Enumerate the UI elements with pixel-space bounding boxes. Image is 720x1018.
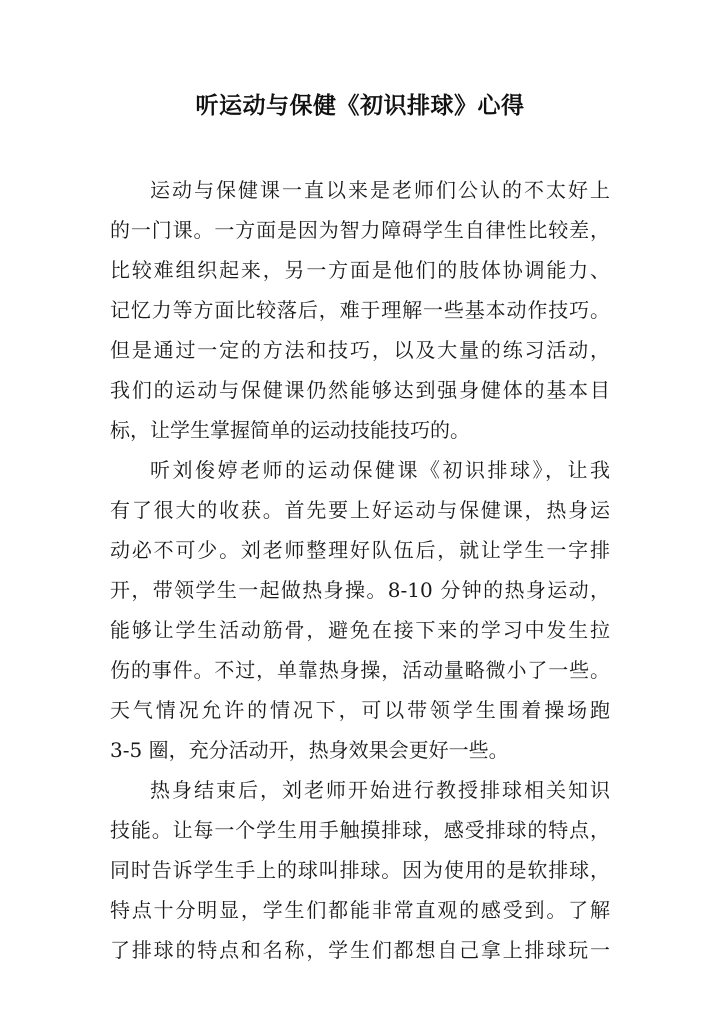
text-line: 动必不可少。刘老师整理好队伍后，就让学生一字排 (110, 538, 610, 562)
text-line: 能够让学生活动筋骨，避免在接下来的学习中发生拉 (110, 618, 610, 642)
text-line: 开，带领学生一起做热身操。8-10 分钟的热身运动， (110, 578, 610, 602)
text-line: 比较难组织起来，另一方面是他们的肢体协调能力、 (110, 258, 610, 282)
text-line: 听刘俊婷老师的运动保健课《初识排球》，让我 (150, 458, 610, 482)
text-line: 同时告诉学生手上的球叫排球。因为使用的是软排球， (110, 858, 610, 882)
paragraph-3 (110, 770, 610, 970)
text-line: 天气情况允许的情况下，可以带领学生围着操场跑 (110, 698, 610, 722)
text-line: 特点十分明显，学生们都能非常直观的感受到。了解 (110, 898, 610, 922)
text-line: 热身结束后，刘老师开始进行教授排球相关知识 (150, 778, 610, 802)
text-line: 了排球的特点和名称，学生们都想自己拿上排球玩一 (110, 938, 610, 962)
paragraph-2 (110, 450, 610, 770)
text-line: 伤的事件。不过，单靠热身操，活动量略微小了一些。 (110, 658, 610, 682)
text-line: 记忆力等方面比较落后，难于理解一些基本动作技巧。 (110, 298, 610, 322)
text-line: 3-5 圈，充分活动开，热身效果会更好一些。 (110, 738, 509, 762)
text-line: 技能。让每一个学生用手触摸排球，感受排球的特点， (110, 818, 610, 842)
text-line: 的一门课。一方面是因为智力障碍学生自律性比较差， (110, 218, 610, 242)
text-line: 我们的运动与保健课仍然能够达到强身健体的基本目 (110, 378, 610, 402)
paragraph-1 (110, 170, 610, 450)
document-body (110, 170, 610, 970)
document-title: 听运动与保健《初识排球》心得 (195, 92, 525, 119)
text-line: 运动与保健课一直以来是老师们公认的不太好上 (150, 178, 610, 202)
text-line: 标，让学生掌握简单的运动技能技巧的。 (110, 418, 470, 442)
text-line: 有了很大的收获。首先要上好运动与保健课，热身运 (110, 498, 610, 522)
text-line: 但是通过一定的方法和技巧，以及大量的练习活动， (110, 338, 610, 362)
